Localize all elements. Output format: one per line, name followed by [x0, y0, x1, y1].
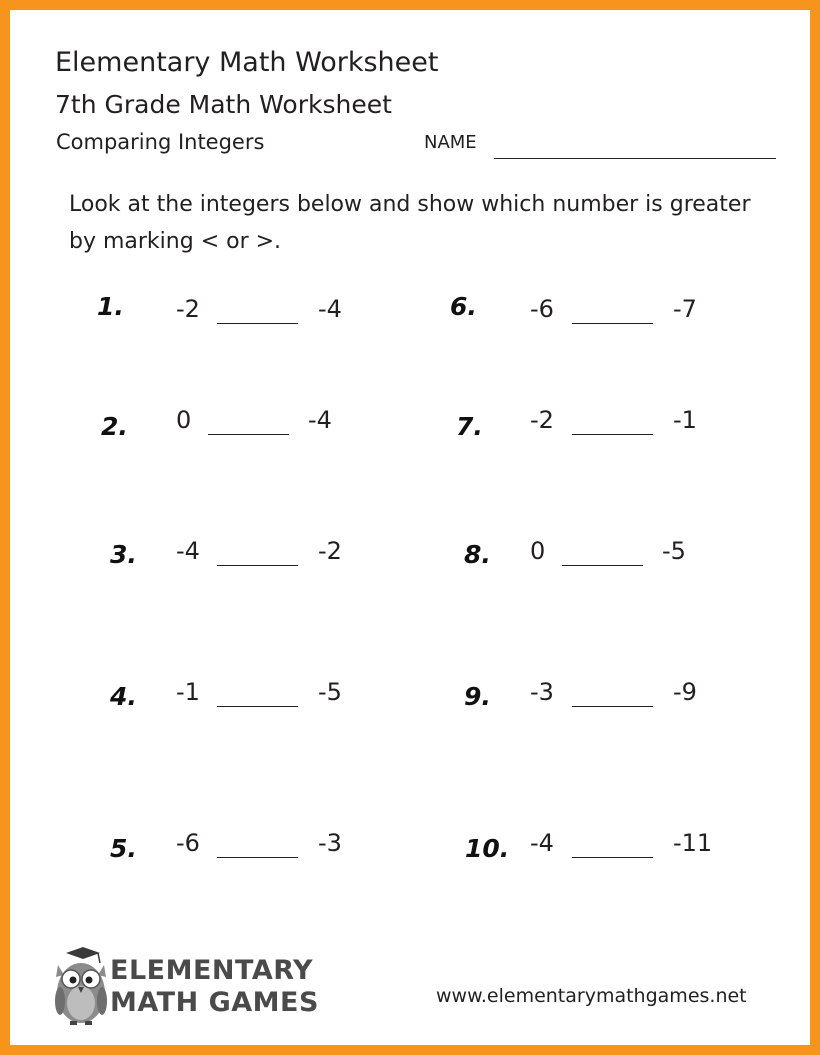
- problem-left-value: -6: [530, 295, 554, 323]
- name-label: NAME: [424, 132, 477, 153]
- problem-number: 3.: [110, 540, 137, 569]
- problem-left-value: -3: [530, 678, 554, 706]
- problem-right-value: -1: [673, 406, 697, 434]
- problem-number: 1.: [97, 292, 124, 321]
- problem-right-value: -2: [318, 537, 342, 565]
- problem-7: [530, 406, 720, 440]
- footer-url: www.elementarymathgames.net: [436, 985, 747, 1007]
- logo-text: MATH GAMES: [110, 987, 319, 1018]
- problem-number: 8.: [464, 540, 491, 569]
- problem-5: [176, 829, 366, 863]
- answer-blank: [217, 565, 298, 566]
- topic-label: Comparing Integers: [56, 130, 265, 154]
- page-title: Elementary Math Worksheet: [55, 47, 439, 78]
- problem-right-value: -3: [318, 829, 342, 857]
- problem-2: [176, 406, 366, 440]
- owl-logo-icon: [48, 943, 118, 1033]
- problem-4: [176, 678, 366, 712]
- problem-3: [176, 537, 366, 571]
- problem-right-value: -5: [318, 678, 342, 706]
- problem-number: 5.: [110, 834, 137, 863]
- problem-left-value: -2: [176, 295, 200, 323]
- problem-left-value: -4: [530, 829, 554, 857]
- problem-right-value: -7: [673, 295, 697, 323]
- problem-number: 9.: [464, 682, 491, 711]
- name-line: [494, 158, 776, 159]
- problem-10: [530, 829, 730, 863]
- grade-subtitle: 7th Grade Math Worksheet: [55, 90, 392, 119]
- problem-number: 6.: [450, 292, 477, 321]
- problem-right-value: -9: [673, 678, 697, 706]
- problem-right-value: -4: [318, 295, 342, 323]
- problem-number: 10.: [465, 834, 510, 863]
- answer-blank: [217, 857, 298, 858]
- answer-blank: [217, 706, 298, 707]
- answer-blank: [572, 434, 653, 435]
- problem-9: [530, 678, 720, 712]
- instructions: Look at the integers below and show which number is greater by marking < or >.: [69, 192, 751, 254]
- problem-number: 4.: [110, 682, 137, 711]
- problem-6: [530, 295, 720, 329]
- problem-left-value: 0: [176, 406, 192, 434]
- answer-blank: [572, 857, 653, 858]
- problem-number: 2.: [101, 412, 128, 441]
- problem-left-value: -1: [176, 678, 200, 706]
- answer-blank: [572, 706, 653, 707]
- problem-1: [176, 295, 366, 329]
- answer-blank: [208, 434, 289, 435]
- problem-left-value: -4: [176, 537, 200, 565]
- problem-right-value: -5: [662, 537, 686, 565]
- problem-right-value: -4: [308, 406, 332, 434]
- problem-number: 7.: [456, 412, 483, 441]
- answer-blank: [217, 323, 298, 324]
- problem-8: [530, 537, 720, 571]
- problem-left-value: -6: [176, 829, 200, 857]
- logo-text: ELEMENTARY: [110, 955, 314, 986]
- problem-right-value: -11: [673, 829, 713, 857]
- problem-left-value: -2: [530, 406, 554, 434]
- problem-left-value: 0: [530, 537, 546, 565]
- answer-blank: [562, 565, 643, 566]
- answer-blank: [572, 323, 653, 324]
